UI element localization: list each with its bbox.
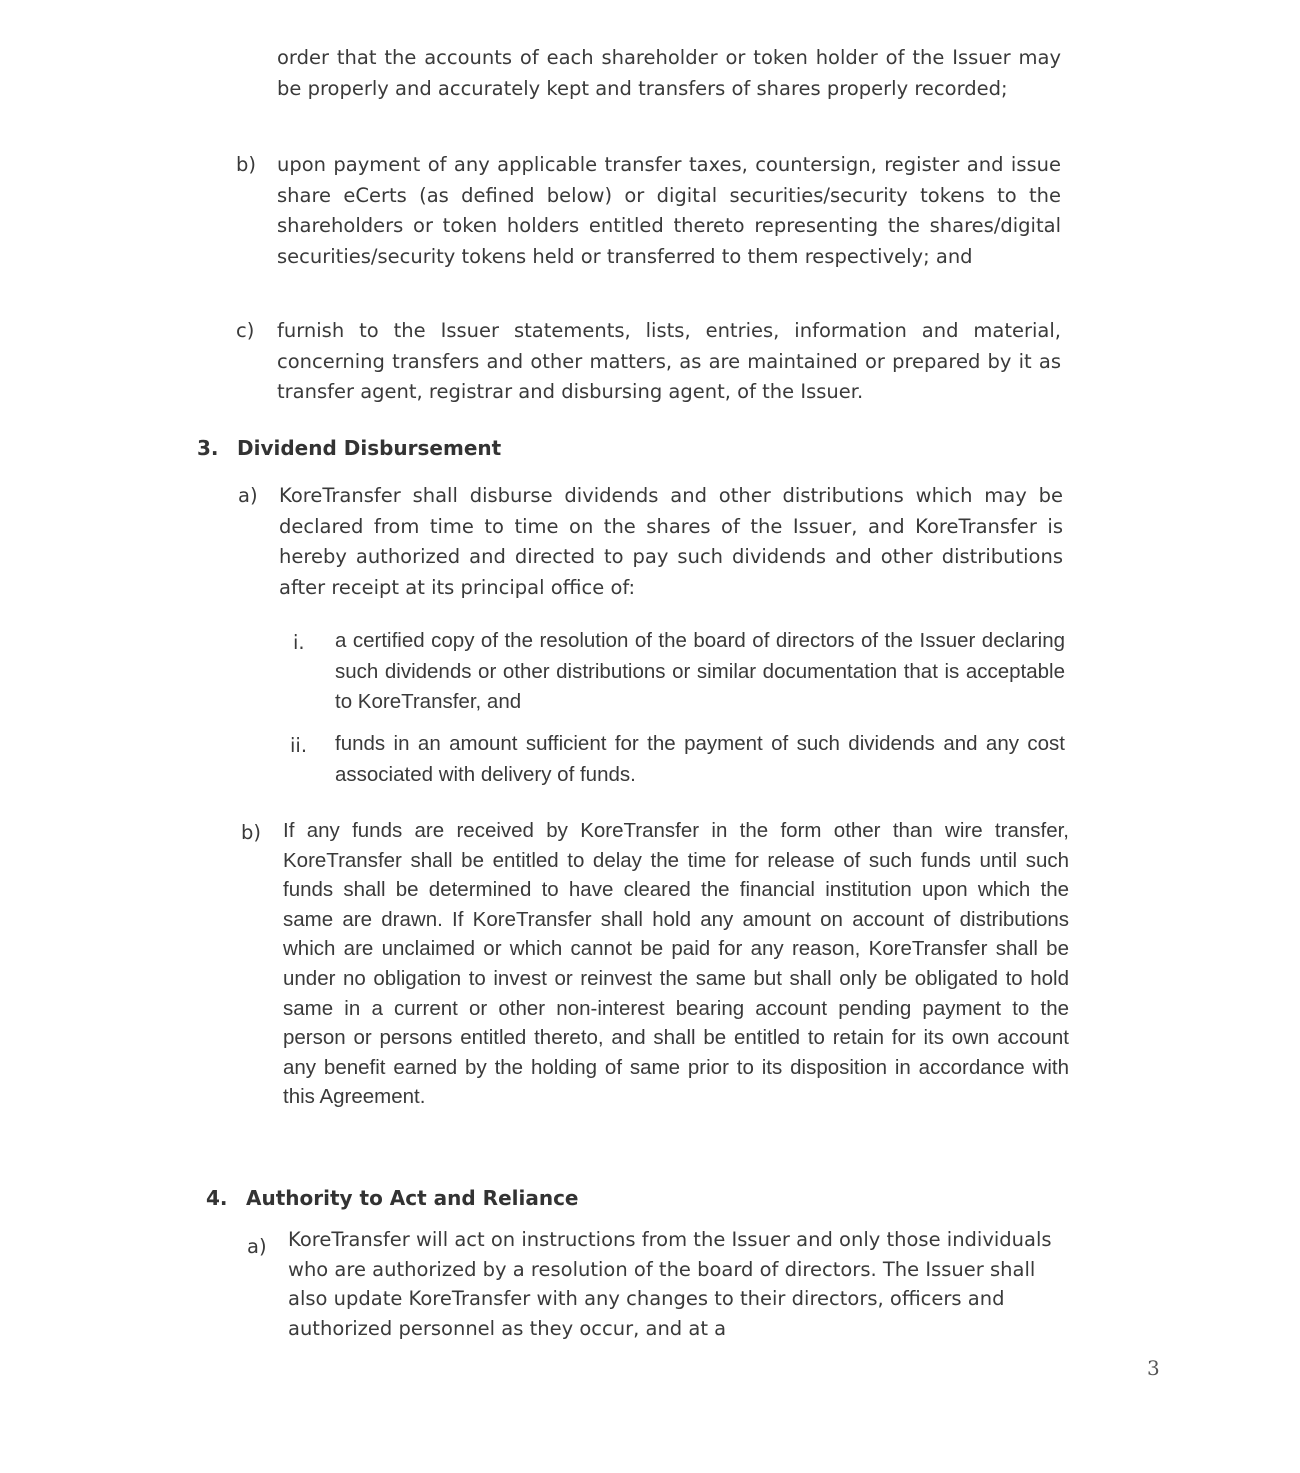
list-item-text: furnish to the Issuer statements, lists, entries, information and material, concerning transfers and other matters, as are maintained or prepared by it as transfer agent, registrar and disbursing agent, of the Issuer. [277,319,1061,403]
list-marker: a) [247,1235,267,1258]
section-title: Authority to Act and Reliance [246,1186,579,1210]
list-item [283,816,1069,1112]
list-item-text: KoreTransfer will act on instructions from the Issuer and only those individuals who are authorized by a resolution of the board of directors. The Issuer shall also update KoreTransfer with any changes to their directors, officers and authorized personnel as they occur, and at a [288,1228,1052,1340]
list-item [277,150,1061,272]
list-marker: b) [236,153,256,176]
list-marker: i. [293,631,305,654]
list-marker: a) [238,484,258,507]
list-item-text: upon payment of any applicable transfer taxes, countersign, register and issue share eCerts (as defined below) or digital securities/security tokens to the shareholders or token holders entitled thereto representing the shares/digital securities/security tokens held or transferred to them respectively; and [277,153,1061,268]
section-number: 3. [197,436,219,460]
carryover-paragraph [277,43,1061,104]
sub-list-item [335,626,1065,718]
section-title: Dividend Disbursement [237,436,502,460]
list-item [288,1225,1053,1343]
paragraph-text: order that the accounts of each shareholder or token holder of the Issuer may be properly and accurately kept and transfers of shares properly recorded; [277,46,1061,100]
list-item-text: KoreTransfer shall disburse dividends and other distributions which may be declared from time to time on the shares of the Issuer, and KoreTransfer is hereby authorized and directed to pay such dividends and other distributions after receipt at its principal office of: [279,484,1063,599]
list-marker: b) [241,821,261,844]
sub-list-item [335,729,1065,790]
section-number: 4. [206,1186,228,1210]
list-marker: ii. [290,734,308,757]
list-item [277,316,1061,408]
list-item [279,481,1063,603]
list-item-text: a certified copy of the resolution of the board of directors of the Issuer declaring such dividends or other distributions or similar documentation that is acceptable to KoreTransfer, and [335,629,1065,713]
section-heading [206,1186,579,1210]
section-heading [197,436,501,460]
list-item-text: funds in an amount sufficient for the payment of such dividends and any cost associated with delivery of funds. [335,732,1065,786]
list-marker: c) [236,319,255,342]
page-number: 3 [1147,1356,1160,1380]
list-item-text: If any funds are received by KoreTransfer in the form other than wire transfer, KoreTransfer shall be entitled to delay the time for release of such funds until such funds shall be determined to have cleared the financial institution upon which the same are drawn. If KoreTransfer shall hold any amount on account of distributions which are unclaimed or which cannot be paid for any reason, KoreTransfer shall be under no obligation to invest or reinvest the same but shall only be obligated to hold same in a current or other non-interest bearing account pending payment to the person or persons entitled thereto, and shall be entitled to retain for its own account any benefit earned by the holding of same prior to its disposition in accordance with this Agreement. [283,819,1069,1109]
